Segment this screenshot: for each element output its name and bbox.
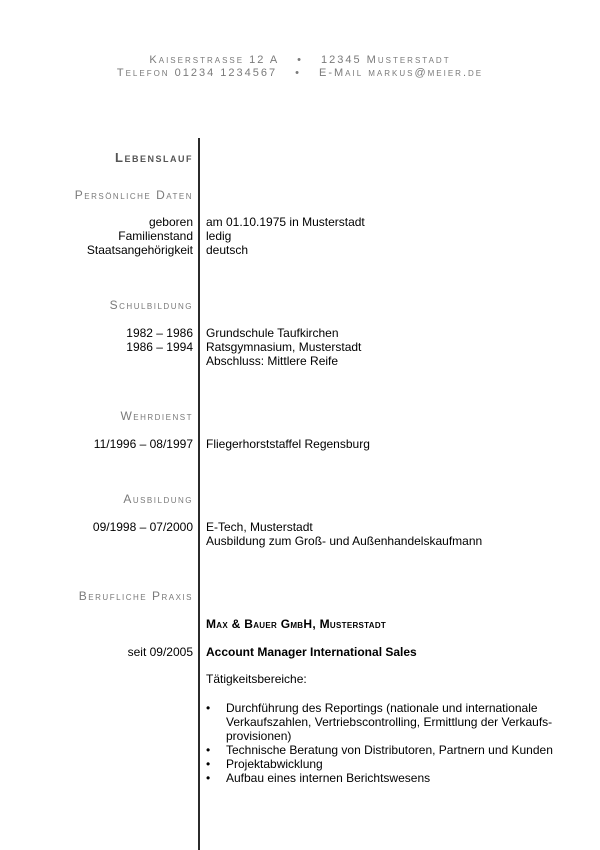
cv-title: Lebenslauf — [115, 150, 193, 165]
list-item — [206, 771, 553, 785]
list-item — [206, 757, 553, 771]
separator-dot: • — [297, 54, 304, 66]
row-value: deutsch — [206, 243, 249, 257]
row-value: ledig — [206, 229, 232, 243]
section-heading-military: Wehrdienst — [120, 409, 193, 423]
city: 12345 Musterstadt — [321, 54, 451, 66]
list-item-line: Aufbau eines internen Berichtswesens — [226, 771, 431, 785]
bullet-icon: • — [206, 743, 211, 757]
vertical-divider — [198, 138, 200, 850]
list-item-line: provisionen) — [226, 729, 292, 743]
contact-line-address — [0, 54, 600, 66]
list-item — [206, 743, 553, 757]
section-heading-school: Schulbildung — [109, 298, 193, 312]
separator-dot: • — [295, 67, 301, 79]
row-value: E-Tech, Musterstadt — [206, 520, 313, 534]
row-label: Staatsangehörigkeit — [86, 243, 193, 257]
phone: Telefon 01234 1234567 — [116, 67, 278, 79]
row-value: am 01.10.1975 in Musterstadt — [206, 215, 365, 229]
school-values — [206, 326, 361, 368]
list-item-line: Projektabwicklung — [226, 757, 323, 771]
list-item-line: Verkaufszahlen, Vertriebscontrolling, Ermittlung der Verkaufs- — [226, 715, 553, 729]
list-item-line: Durchführung des Reportings (nationale und internationale — [226, 701, 538, 715]
school-labels — [126, 326, 193, 354]
job-since: seit 09/2005 — [127, 645, 193, 659]
personal-labels — [87, 215, 193, 257]
areas-label: Tätigkeitsbereiche: — [206, 672, 307, 686]
row-value: Grundschule Taufkirchen — [206, 326, 339, 340]
street: Kaiserstrasse 12 A — [149, 54, 280, 66]
section-heading-practice: Berufliche Praxis — [78, 589, 193, 603]
training-values — [206, 520, 482, 548]
row-label: Familienstand — [118, 229, 193, 243]
section-heading-personal: Persönliche Daten — [74, 188, 193, 202]
row-value: Ausbildung zum Groß- und Außenhandelskaufmann — [206, 534, 483, 548]
bullet-icon: • — [206, 771, 211, 785]
task-list — [206, 701, 553, 785]
list-item-line: Technische Beratung von Distributoren, Partnern und Kunden — [226, 743, 553, 757]
company-name: Max & Bauer GmbH, Musterstadt — [206, 617, 387, 631]
row-label: 1982 – 1986 — [126, 326, 193, 340]
section-heading-training: Ausbildung — [123, 492, 193, 506]
contact-line-phone-email — [0, 67, 600, 79]
row-label: geboren — [148, 215, 193, 229]
bullet-icon: • — [206, 757, 211, 771]
row-label: 09/1998 – 07/2000 — [92, 520, 193, 534]
list-item — [206, 701, 553, 743]
row-label: 1986 – 1994 — [126, 340, 193, 354]
row-label: 11/1996 – 08/1997 — [93, 437, 193, 451]
personal-values — [206, 215, 365, 257]
job-title: Account Manager International Sales — [206, 645, 417, 659]
email: E-Mail markus@meier.de — [318, 67, 484, 79]
row-value: Ratsgymnasium, Musterstadt — [206, 340, 362, 354]
row-value: Abschluss: Mittlere Reife — [206, 354, 339, 368]
row-value: Fliegerhorststaffel Regensburg — [206, 437, 370, 451]
bullet-icon: • — [206, 701, 211, 715]
